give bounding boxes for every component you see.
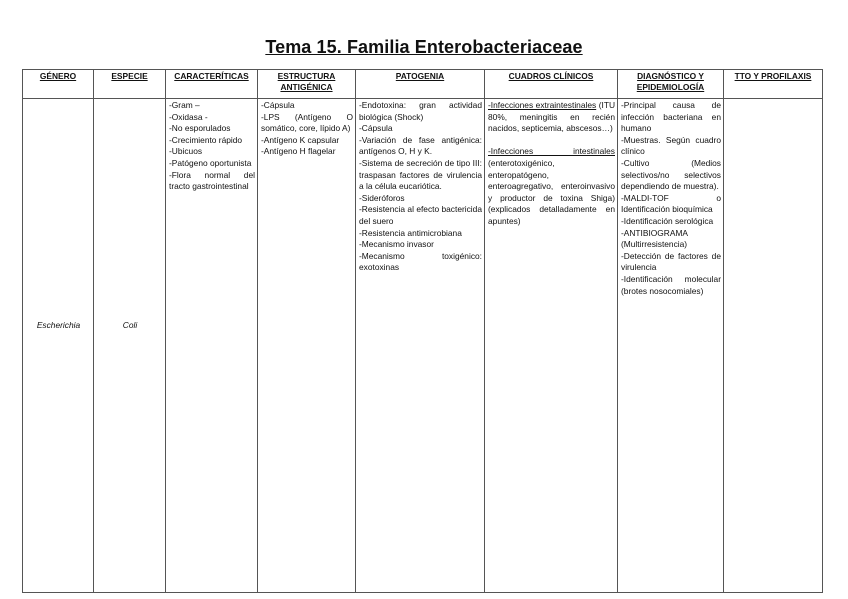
list-item: -MALDI-TOF o Identificación bioquímica (621, 192, 721, 215)
cell-patogenia (356, 99, 485, 593)
intestinal-label: -Infecciones intestinales (488, 146, 615, 157)
list-item: -Crecimiento rápido (169, 134, 243, 145)
list-item: -Ubicuos (169, 146, 203, 157)
header-especie: ESPECIE (94, 70, 166, 99)
header-cuadros: CUADROS CLÍNICOS (485, 70, 618, 99)
list-item-intestinal (488, 146, 615, 227)
list-item: -Patógeno oportunista (169, 157, 252, 168)
list-item: -Endotoxina: gran actividad biológica (Shock) (359, 100, 482, 122)
list-item: -Cápsula (359, 123, 393, 134)
list-item: -Mecanismo invasor (359, 239, 434, 250)
cell-diagnostico (618, 99, 724, 593)
intestinal-detail: (enterotoxigénico, enteropatógeno, enteroagregativo, enteroinvasivo y productor de toxina Shiga) (explicados detalladamente en apuntes) (488, 157, 615, 226)
list-item: -Variación de fase antigénica: antígenos O, H y K. (359, 134, 482, 157)
list-item: -Antígeno K capsular (261, 134, 340, 145)
header-caracteristicas: CARACTERÍTICAS (166, 70, 258, 99)
list-item: -Gram – (169, 100, 200, 110)
list-item: -Principal causa de infección bacteriana en humano (621, 100, 721, 134)
table-row (23, 99, 823, 593)
header-estructura: ESTRUCTURA ANTIGÉNICA (258, 70, 356, 99)
cell-cuadros (485, 99, 618, 593)
header-genero: GÉNERO (23, 70, 94, 99)
list-item: -No esporulados (169, 123, 231, 134)
list-item: -Identificación molecular (brotes nosocomiales) (621, 273, 721, 296)
list-item: -ANTIBIOGRAMA (Multirresistencia) (621, 227, 689, 250)
list-item: -Resistencia antimicrobiana (359, 227, 462, 238)
list-item: -Antígeno H flagelar (261, 146, 336, 157)
list-item: -Sistema de secreción de tipo III: traspasan factores de virulencia a la célula eucariótica. (359, 157, 482, 192)
list-item: -Muestras. Según cuadro clínico (621, 134, 721, 157)
list-item: -Detección de factores de virulencia (621, 250, 721, 273)
extraintestinal-detail: (ITU 80%, meningitis en recién nacidos, septicemia, abscesos…) (488, 100, 616, 134)
cell-tto (724, 99, 823, 593)
header-row (23, 70, 823, 99)
list-item: -Oxidasa - (169, 111, 208, 122)
cell-genero: Escherichia (23, 99, 94, 593)
list-item: -Resistencia al efecto bactericida del suero (359, 204, 482, 226)
cell-estructura (258, 99, 356, 593)
list-item: -Cultivo (Medios selectivos/no selectivos dependiendo de muestra). (621, 157, 721, 192)
header-tto: TTO Y PROFILAXIS (724, 70, 823, 99)
summary-table (22, 69, 823, 593)
list-item: -LPS (Antígeno O somático, core, lípido A) (261, 111, 353, 134)
header-patogenia: PATOGENIA (356, 70, 485, 99)
list-item: -Mecanismo toxigénico: exotoxinas (359, 250, 482, 273)
cell-especie: Coli (94, 99, 166, 593)
cell-caracteristicas (166, 99, 258, 593)
header-diagnostico: DIAGNÓSTICO Y EPIDEMIOLOGÍA (618, 70, 724, 99)
list-item: -Flora normal del tracto gastrointestinal (169, 169, 255, 192)
list-item: -Sideróforos (359, 192, 405, 203)
page-title: Tema 15. Familia Enterobacteriaceae (265, 37, 583, 57)
list-item: -Identificación serológica (621, 215, 714, 226)
list-item: -Cápsula (261, 100, 295, 110)
spacer (488, 135, 615, 147)
list-item-extraintestinal (488, 100, 615, 135)
extraintestinal-label: -Infecciones extraintestinales (488, 100, 597, 110)
